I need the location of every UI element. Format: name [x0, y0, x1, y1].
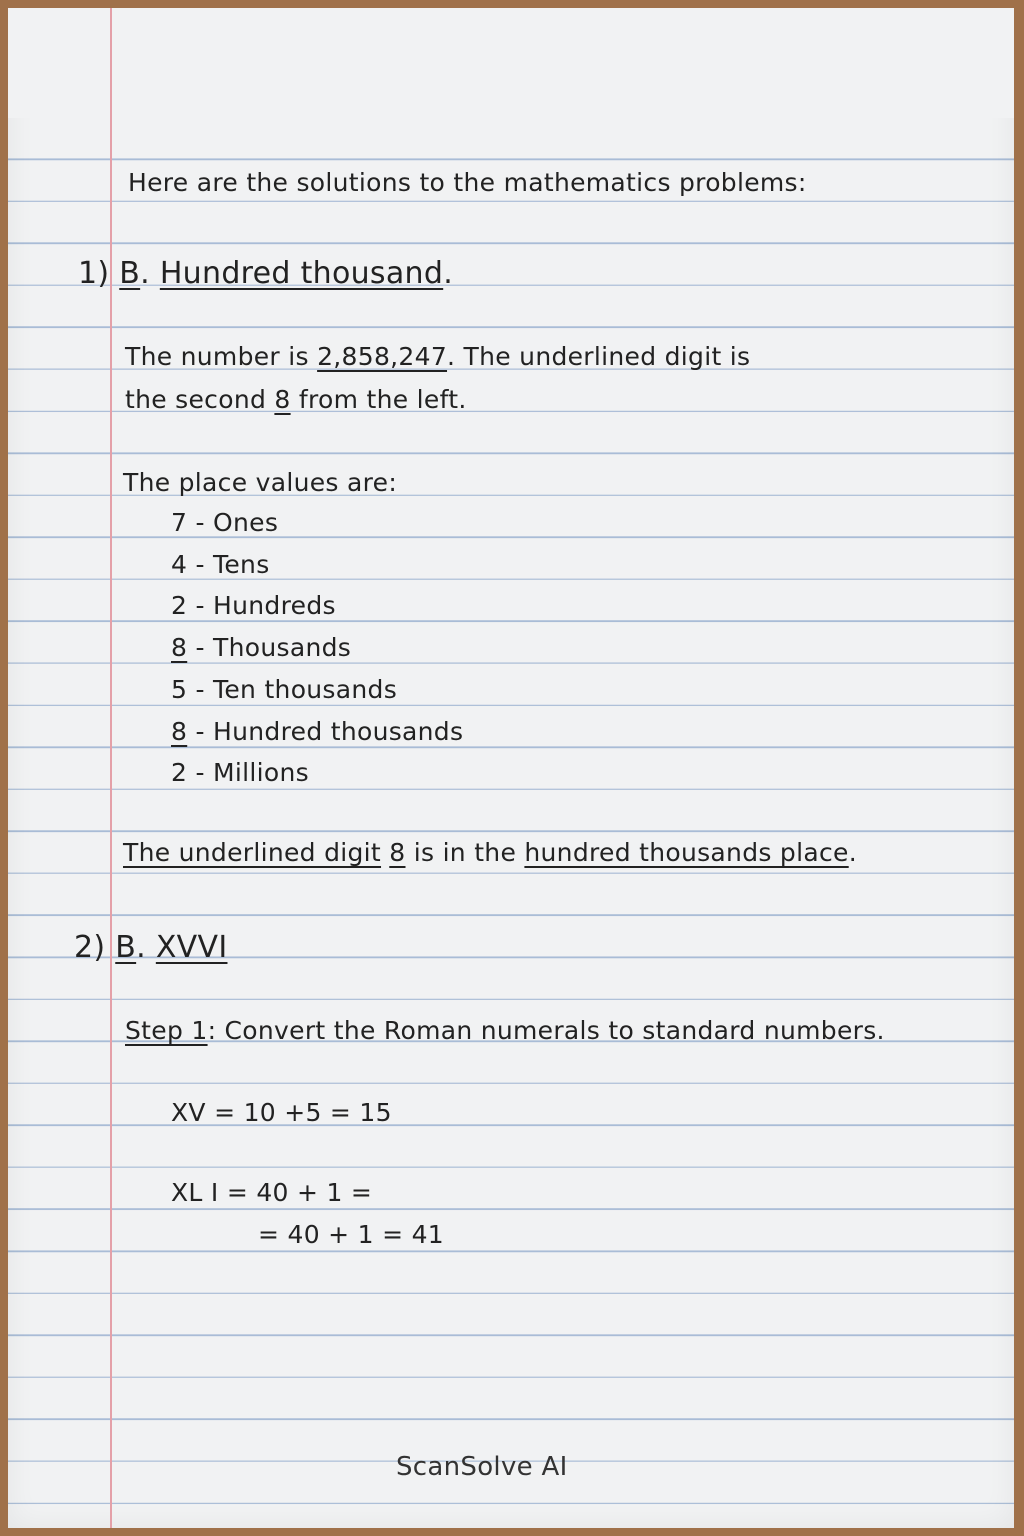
- q1-answer: 1) B. Hundred thousand.: [78, 256, 454, 291]
- place-name: Thousands: [213, 633, 352, 663]
- dash: -: [187, 591, 214, 621]
- text: from the left.: [290, 385, 467, 414]
- place-digit: 7: [171, 508, 188, 537]
- paper-header-area: [8, 8, 1014, 118]
- place-value-item: [171, 758, 309, 787]
- place: hundred thousands place: [524, 838, 849, 867]
- text: The number is: [125, 342, 318, 371]
- text: . The underlined digit is: [447, 342, 751, 371]
- place-value-item: [171, 508, 278, 537]
- q1-line1: [125, 342, 750, 371]
- q2-answer-text: XVVI: [155, 930, 228, 965]
- place-name: Ones: [213, 508, 279, 537]
- place-digit: 8: [171, 716, 188, 746]
- q1-letter: B: [119, 256, 141, 291]
- dash: -: [187, 633, 214, 663]
- place-value-item: [171, 550, 270, 579]
- place-value-item: [171, 633, 351, 662]
- intro-text: Here are the solutions to the mathematics problems:: [128, 168, 807, 197]
- place-digit: 5: [171, 674, 188, 704]
- step-1: [125, 1016, 885, 1045]
- place-digit: 2: [171, 758, 188, 788]
- q1-conclusion: [123, 838, 857, 867]
- text: .: [848, 838, 857, 867]
- margin-line: [110, 8, 112, 1528]
- q2-letter: B: [115, 930, 137, 965]
- digit: 8: [389, 838, 406, 867]
- dash: -: [187, 508, 214, 537]
- dash: -: [187, 674, 214, 704]
- notebook-paper: [8, 8, 1014, 1528]
- q1-answer-text: Hundred thousand: [159, 256, 444, 291]
- place-digit: 4: [171, 549, 188, 579]
- number-value: 2,858,247: [317, 342, 448, 371]
- place-name: Millions: [213, 758, 309, 788]
- step-text: : Convert the Roman numerals to standard numbers.: [207, 1016, 885, 1045]
- digit: 8: [274, 385, 291, 414]
- place-digit: 2: [171, 591, 188, 621]
- q2-answer: 2) B. XVVI: [74, 930, 228, 965]
- dash: -: [187, 549, 214, 579]
- place-digit: 8: [171, 633, 188, 663]
- place-name: Hundreds: [213, 591, 336, 621]
- dash: -: [187, 758, 214, 788]
- q1-line2: [125, 385, 467, 414]
- place-value-item: [171, 591, 336, 620]
- place-heading: The place values are:: [123, 468, 398, 497]
- equation-2: XL I = 40 + 1 =: [171, 1178, 373, 1207]
- text: The underlined digit: [123, 838, 382, 867]
- text: the second: [125, 385, 275, 414]
- equation-1: XV = 10 +5 = 15: [171, 1098, 392, 1127]
- place-name: Ten thousands: [213, 674, 398, 704]
- place-value-item: [171, 717, 463, 746]
- place-name: Tens: [213, 549, 270, 579]
- step-label: Step 1: [125, 1016, 208, 1045]
- place-name: Hundred thousands: [213, 716, 464, 746]
- q1-number: 1): [78, 256, 110, 291]
- text: is in the: [405, 838, 525, 867]
- footer-brand: ScanSolve AI: [396, 1452, 568, 1482]
- place-value-item: [171, 675, 397, 704]
- dash: -: [187, 716, 214, 746]
- q2-number: 2): [74, 930, 106, 965]
- equation-3: = 40 + 1 = 41: [258, 1220, 445, 1249]
